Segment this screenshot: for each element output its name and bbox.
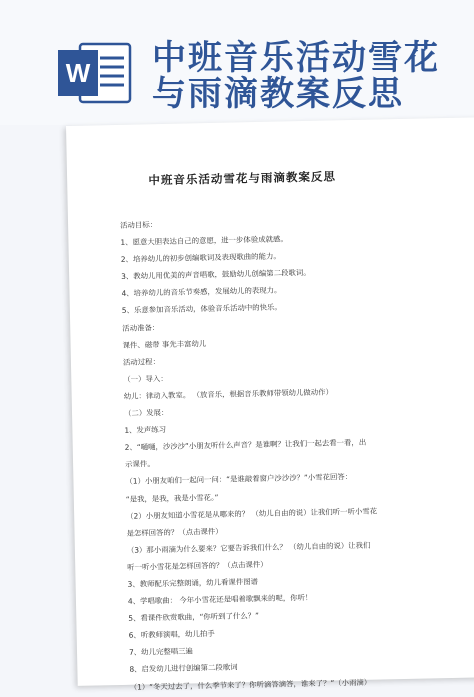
- banner-title-line-1: 中班音乐活动雪花: [152, 38, 440, 78]
- document-line: 6、听教师演唱，幼儿拍手: [128, 629, 215, 641]
- document-line: 听一听小雪花是怎样回答的？（点击课件）: [127, 559, 268, 572]
- document-line: 8、启发幼儿进行创编第二段歌词: [129, 662, 238, 675]
- document-line: 示课件。: [125, 459, 155, 470]
- document-line: （2）小朋友知道小雪花是从哪来的？ （幼儿自由的说）让我们听一听小雪花: [126, 506, 378, 521]
- document-line: 5、看课件欣赏歌曲，“你听到了什么？”: [128, 611, 260, 623]
- banner: [0, 0, 474, 125]
- document-title: 中班音乐活动雪花与雨滴教案反思: [148, 169, 337, 188]
- document-line: 7、幼儿完整唱三遍: [128, 646, 193, 658]
- document-line: 4、培养幼儿的音乐节奏感，发展幼儿的表现力。: [121, 285, 282, 299]
- banner-title-line-2: 与雨滴教案反思: [152, 74, 404, 114]
- document-line: 3、教师配乐完整朗诵，幼儿看课件图谱: [127, 577, 259, 589]
- document-line: 2、“嗵嗵，沙沙沙”小朋友听什么声音？是谁啊？让我们一起去看一看，出: [124, 438, 367, 453]
- document-line: 1、愿意大胆表达自己的意愿，进一步体验成就感。: [120, 234, 288, 247]
- document-line: （二）发展：: [123, 407, 169, 418]
- document-line: （1）“冬天过去了，什么季节来了？你听滴答滴答，谁来了？”（小雨滴）: [129, 677, 372, 692]
- document-line: 课件、磁带 事先丰富幼儿: [122, 338, 207, 350]
- document-line: 活动目标：: [119, 220, 158, 230]
- document-line: 活动准备：: [122, 322, 160, 333]
- document-line: 活动过程：: [122, 356, 161, 367]
- word-doc-icon: [58, 40, 132, 106]
- word-letter: W: [65, 58, 91, 88]
- document-line: 幼儿：律动入教室。 （放音乐，根据音乐教师带领幼儿做动作）: [123, 387, 334, 401]
- document-line: 3、教幼儿用优美的声音唱歌，鼓励幼儿创编第二段歌词。: [121, 268, 311, 282]
- document-line: （1）小朋友咱们一起问一问：“是谁敲着窗户沙沙沙？”小雪花回答：: [125, 472, 353, 487]
- document-line: 2、培养幼儿的初步创编歌词及表现歌曲的能力。: [120, 251, 281, 265]
- document-body: [120, 211, 430, 696]
- document-line: 1、发声练习: [124, 425, 167, 435]
- document-line: “是我，是我，我是小雪花。”: [125, 492, 219, 504]
- document-line: 5、乐意参加音乐活动，体验音乐活动中的快乐。: [121, 302, 282, 316]
- document-line: 是怎样回答的？（点击课件）: [126, 526, 223, 538]
- document-line: 4、学唱歌曲： 今年小雪花还是唱着歌飘来的呢，你听！: [127, 593, 313, 606]
- document-line: （3）那小雨滴为什么要来？它要告诉我们什么？ （幼儿自由的说）让我们: [126, 540, 371, 555]
- document-page: [66, 117, 474, 692]
- document-line: （一）导入：: [123, 373, 168, 384]
